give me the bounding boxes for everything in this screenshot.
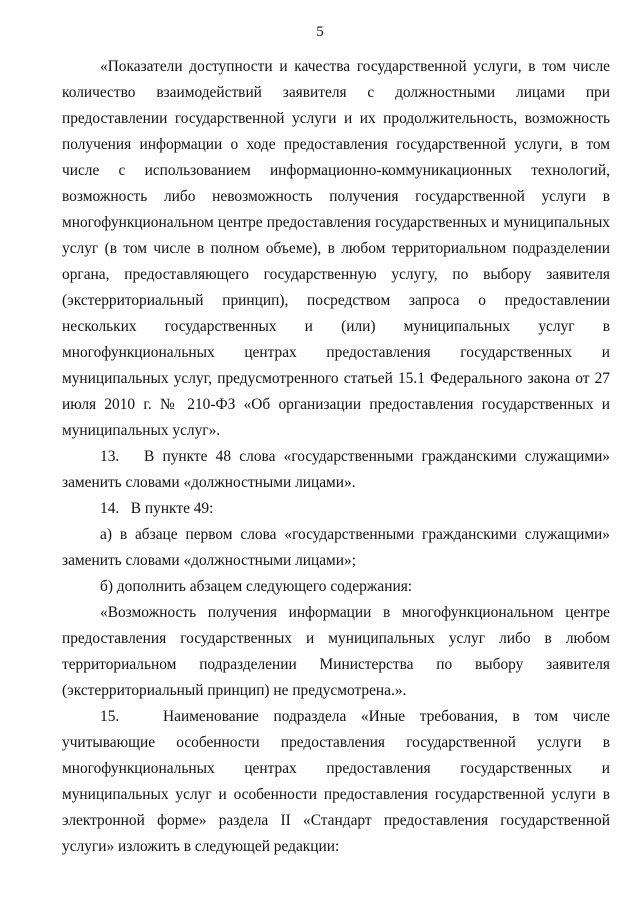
paragraph-item-14b: б) дополнить абзацем следующего содержания: [100,578,413,595]
paragraph-item-14a: а) в абзаце первом слова «государственными гражданскими служащими» заменить словами «должностными лицами»; [62,526,610,569]
page-number: 5 [316,24,324,40]
document-body [62,54,610,860]
paragraph-new-clause: «Возможность получения информации в многофункциональном центре предоставления государственных и муниципальных услуг либо в любом территориальном подразделении Министерства по выбору заявителя (экстерриториальный принцип) не предусмотрена.». [62,604,610,699]
paragraph-item-15: 15. Наименование подраздела «Иные требования, в том числе учитывающие особенности предоставления государственной услуги в многофункциональных центрах предоставления государственных и муниципальных услуг и особенности предоставления государственной услуги в электронной форме» раздела II «Стандарт предоставления государственной услуги» изложить в следующей редакции: [62,708,610,855]
paragraph-item-14: 14. В пункте 49: [100,500,214,517]
paragraph-item-13: 13. В пункте 48 слова «государственными гражданскими служащими» заменить словами «должностными лицами». [62,448,610,491]
paragraph-quality-indicators: «Показатели доступности и качества государственной услуги, в том числе количество взаимодействий заявителя с должностными лицами при предоставлении государственной услуги и их продолжительность, возможность получения информации о ходе предоставления государственной услуги, в том числе с использованием информационно-коммуникационных технологий, возможность либо невозможность получения государственной услуги в многофункциональном центре предоставления государственных и муниципальных услуг (в том числе в полном объеме), в любом территориальном подразделении органа, предоставляющего государственную услугу, по выбору заявителя (экстерриториальный принцип), посредством запроса о предоставлении нескольких государственных и (или) муниципальных услуг в многофункциональных центрах предоставления государственных и муниципальных услуг, предусмотренного статьей 15.1 Федерального закона от 27 июля 2010 г. № 210-ФЗ «Об организации предоставления государственных и муниципальных услуг». [62,58,610,439]
